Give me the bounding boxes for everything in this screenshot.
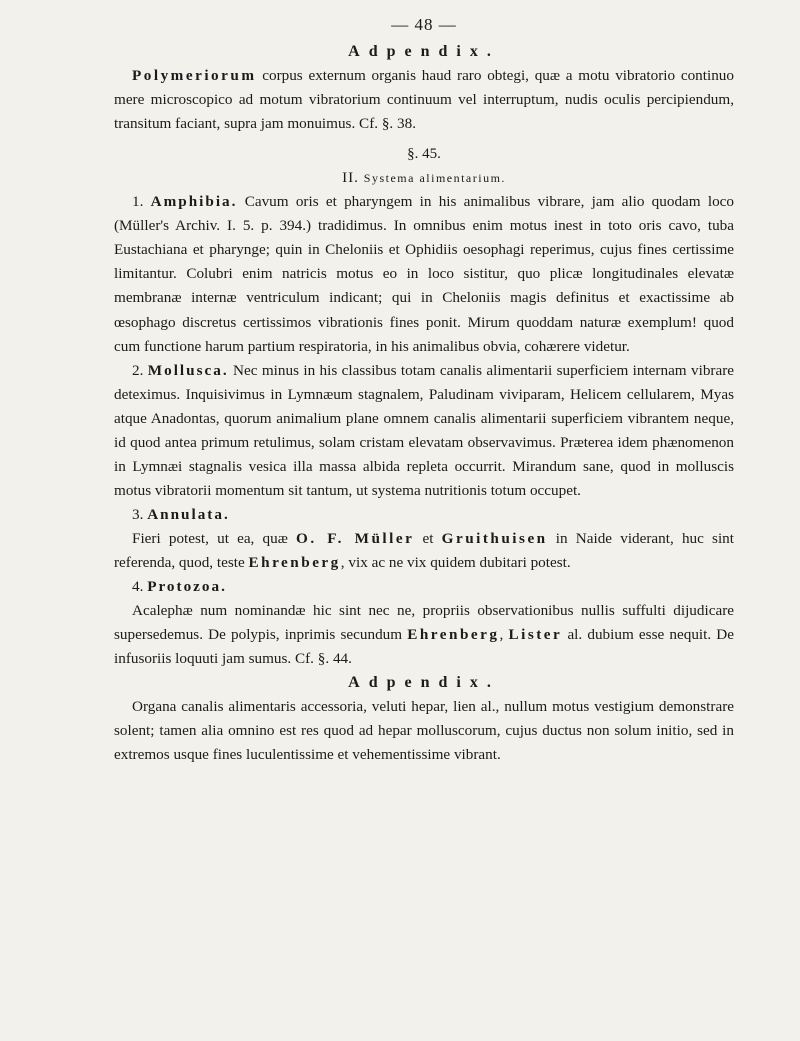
item-title-protozoa: Protozoa. <box>147 578 227 596</box>
author-name: Ehrenberg <box>407 626 500 644</box>
paragraph-text: corpus externum organis haud raro obtegi, quæ a motu vibratorio continuo mere microscopico ad motum vibratorium continuum vel interruptum, nudis oculis percipiendum, transitum faciant, supra jam monuimus. Cf. §. 38. <box>114 67 734 133</box>
book-page <box>114 10 734 767</box>
paragraph-annulata <box>114 527 734 575</box>
text-run: in Naide viderant, huc sint referenda, quod, teste <box>114 529 734 571</box>
item-number: 1. <box>132 193 144 211</box>
subsection-numeral: II. <box>342 169 359 187</box>
appendix-heading-1: Adpendix. <box>348 43 500 60</box>
page-number: — 48 — <box>391 15 457 34</box>
item-title-mollusca: Mollusca. <box>147 361 229 379</box>
text-run: Acalephæ num nominandæ hic sint nec ne, propriis observationibus nullis suffulti dijudicare supersedemus. De polypis, inprimis secundum <box>114 602 734 644</box>
item-number: 3. <box>132 505 144 523</box>
paragraph-organa: Organa canalis alimentaris accessoria, veluti hepar, lien al., nullum motus vestigium demonstrare solent; tamen alia omnino est res quod ad hepar molluscorum, cujus ductus non solum initio, sed in extremos usque fines luculentissime et vehementissime vibrant. <box>114 698 734 764</box>
item-text: Nec minus in his classibus totam canalis alimentarii superficiem internam vibrare deteximus. Inquisivimus in Lymnæum stagnalem, Paludinam viviparam, Helicem cellularem, Myas atque Anadontas, quorum animalium plane omnem canalis alimentarii superficiem vibrantem neque, id quod antea primum retulimus, solam cristam elevatam observavimus. Præterea idem phænomenon in Lymnæi stagnalis vesica illa massa albida repleta occurrit. Mirandum sane, quod in molluscis motus vibratorii momentum sit tantum, ut systema nutritionis totum occupet. <box>114 361 735 499</box>
paragraph-protozoa <box>114 599 734 671</box>
lead-term-polymeriorum: Polymeriorum <box>132 67 257 85</box>
author-name: Ehrenberg <box>248 553 341 571</box>
text-run: al. dubium esse nequit. De infusoriis loquuti jam sumus. Cf. §. 44. <box>114 626 735 668</box>
text-run: , vix ac ne vix quidem dubitari potest. <box>340 553 571 571</box>
text-run: Fieri potest, ut ea, quæ <box>132 529 297 547</box>
author-name: Gruithuisen <box>441 529 548 547</box>
text-run: et <box>414 529 442 547</box>
item-title-amphibia: Amphibia. <box>150 193 238 211</box>
author-name: Lister <box>508 626 563 644</box>
appendix-heading-2: Adpendix. <box>348 674 500 692</box>
author-name: O. F. Müller <box>296 529 415 547</box>
paragraph-polymeriorum <box>114 64 734 136</box>
item-annulata-heading <box>114 503 734 527</box>
text-run: , <box>499 626 509 644</box>
section-label: §. 45. <box>407 146 441 163</box>
item-title-annulata: Annulata. <box>147 505 230 523</box>
item-number: 2. <box>132 361 144 379</box>
item-text: Cavum oris et pharyngem in his animalibus vibrare, jam alio quodam loco (Müller's Archiv. I. 5. p. 394.) tradidimus. In omnibus enim motus inest in toto oris cavo, tuba Eustachiana et pharynge; quin in Cheloniis et Ophidiis oesophagi reperimus, cujus fines certissime limitantur. Colubri enim natricis motus eo in loco sistitur, quo plicæ longitudinales elevatæ membranæ internæ ventriculum indicant; qui in Cheloniis magis definitus et exactissime ab œsophago discretus certissimos vibrationis fines ponit. Mirum quoddam naturæ exemplum! quod cum functione harum partium respiratoria, in his animalibus obvia, cohærere videtur. <box>114 193 735 355</box>
subsection-title-text: Systema alimentarium. <box>363 171 506 186</box>
item-amphibia <box>114 190 734 358</box>
item-protozoa-heading <box>114 575 734 599</box>
item-number: 4. <box>132 578 144 596</box>
item-mollusca <box>114 359 734 503</box>
subsection-title <box>114 166 734 190</box>
